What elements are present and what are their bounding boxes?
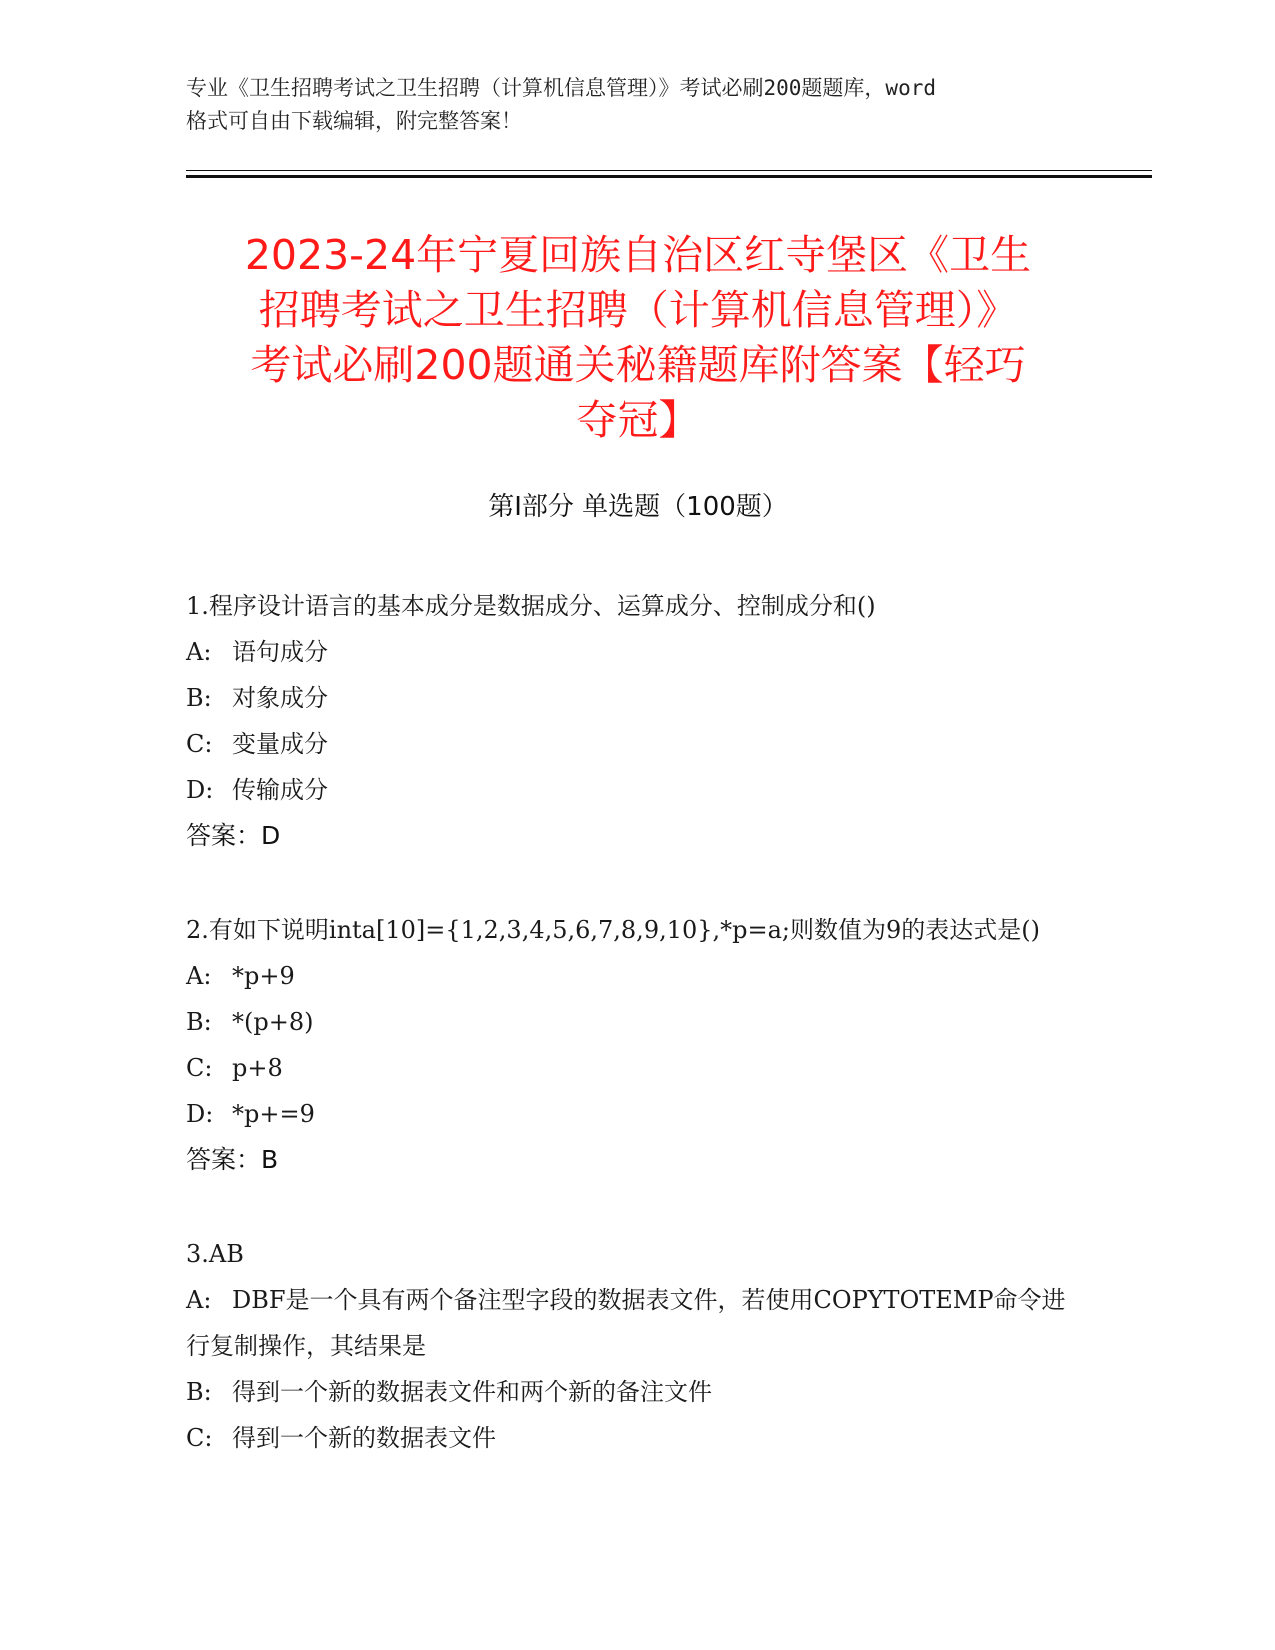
option-text: DBF是一个具有两个备注型字段的数据表文件，若使用COPYTOTEMP命令进行复制操作，其结果是 — [186, 1286, 1066, 1360]
section-title: 第Ⅰ部分 单选题（100题） — [488, 492, 788, 522]
option-text: 对象成分 — [232, 684, 328, 712]
option-a — [186, 953, 1066, 999]
header-note-line-2: 格式可自由下载编辑，附完整答案！ — [186, 109, 522, 133]
option-text: 得到一个新的数据表文件 — [232, 1424, 496, 1452]
option-text: 变量成分 — [232, 730, 328, 758]
question-list — [186, 583, 1066, 1509]
option-letter: A: — [186, 962, 212, 990]
divider-thin — [186, 170, 1152, 171]
option-letter: A: — [186, 1286, 212, 1314]
option-a — [186, 629, 1066, 675]
divider-thick — [186, 175, 1152, 178]
question-stem: 2.有如下说明inta[10]={1,2,3,4,5,6,7,8,9,10},*p=a;则数值为9的表达式是() — [186, 916, 1041, 944]
option-text: 得到一个新的数据表文件和两个新的备注文件 — [232, 1378, 712, 1406]
question-2 — [186, 907, 1066, 1183]
answer-line: 答案：B — [186, 1145, 279, 1174]
option-b — [186, 999, 1066, 1045]
header-note-line-1: 专业《卫生招聘考试之卫生招聘（计算机信息管理）》考试必刷200题题库，word — [186, 76, 936, 100]
question-stem: 1.程序设计语言的基本成分是数据成分、运算成分、控制成分和() — [186, 592, 876, 620]
title-line-2: 招聘考试之卫生招聘（计算机信息管理）》 — [258, 286, 1018, 334]
option-text: *p+9 — [232, 962, 295, 990]
option-letter: D: — [186, 1100, 214, 1128]
option-letter: C: — [186, 1054, 213, 1082]
option-letter: C: — [186, 1424, 213, 1452]
option-letter: D: — [186, 776, 214, 804]
option-text: 传输成分 — [232, 776, 328, 804]
option-text: 语句成分 — [232, 638, 328, 666]
question-stem: 3.AB — [186, 1240, 244, 1268]
option-d — [186, 767, 1066, 813]
option-c — [186, 721, 1066, 767]
option-letter: B: — [186, 1378, 212, 1406]
answer-line: 答案：D — [186, 821, 281, 850]
title-line-3: 考试必刷200题通关秘籍题库附答案【轻巧 — [250, 341, 1026, 389]
document-title — [186, 228, 1090, 448]
title-line-1: 2023-24年宁夏回族自治区红寺堡区《卫生 — [244, 231, 1032, 279]
option-letter: B: — [186, 1008, 212, 1036]
option-b — [186, 675, 1066, 721]
option-b — [186, 1369, 1066, 1415]
option-letter: A: — [186, 638, 212, 666]
option-c — [186, 1045, 1066, 1091]
option-text: *(p+8) — [232, 1008, 314, 1036]
option-letter: B: — [186, 684, 212, 712]
question-1 — [186, 583, 1066, 859]
option-a — [186, 1277, 1066, 1369]
option-d — [186, 1091, 1066, 1137]
option-text: *p+=9 — [232, 1100, 315, 1128]
option-letter: C: — [186, 730, 213, 758]
header-note — [186, 72, 1086, 138]
option-c — [186, 1415, 1066, 1461]
option-text: p+8 — [232, 1054, 283, 1082]
title-line-4: 夺冠】 — [576, 396, 700, 444]
question-3 — [186, 1231, 1066, 1461]
